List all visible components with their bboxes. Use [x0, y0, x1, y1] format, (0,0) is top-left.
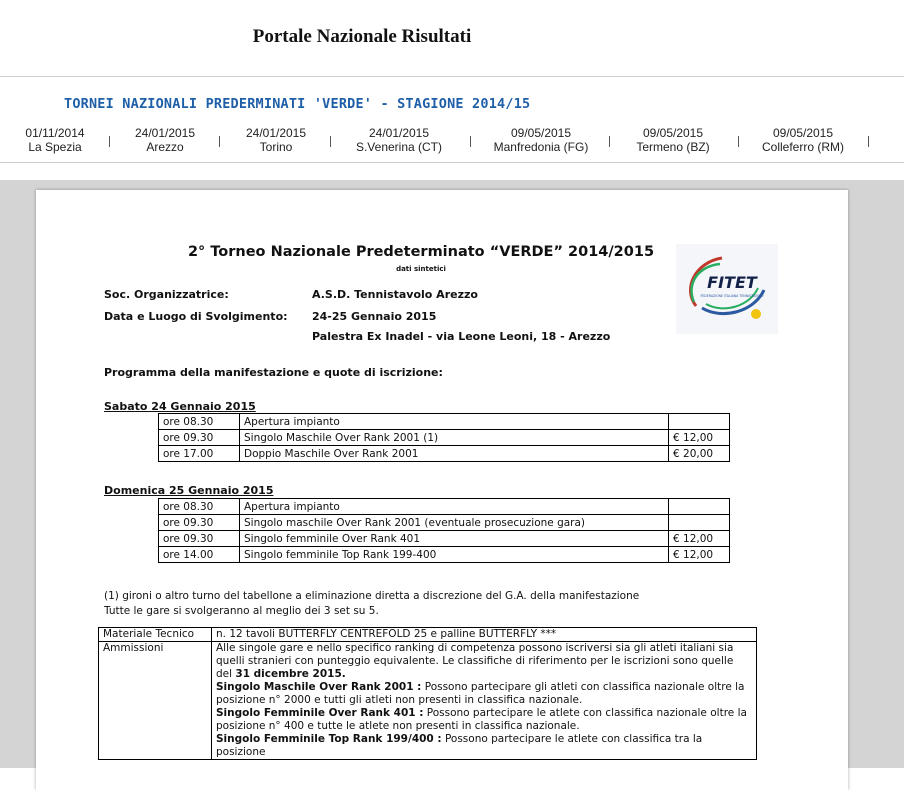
format-note: Tutte le gare si svolgeranno al meglio dei 3 set su 5. — [104, 605, 379, 617]
date-label: Data e Luogo di Svolgimento: — [104, 310, 288, 323]
separator — [868, 136, 869, 147]
logo-subtext: FEDERAZIONE ITALIANA TENNISTAVOLO — [700, 294, 764, 298]
event-link-manfredonia[interactable]: 09/05/2015 Manfredonia (FG) — [493, 126, 589, 154]
event-link-s-venerina[interactable]: 24/01/2015 S.Venerina (CT) — [355, 126, 443, 154]
info-table — [98, 627, 757, 760]
org-label: Soc. Organizzatrice: — [104, 288, 229, 301]
footnote: (1) gironi o altro turno del tabellone a eliminazione diretta a discrezione del G.A. della manifestazione — [104, 590, 640, 602]
table-row: ore 09.30 Singolo Maschile Over Rank 2001 (1) € 12,00 — [159, 430, 730, 446]
separator — [738, 136, 739, 147]
event-link-termeno[interactable]: 09/05/2015 Termeno (BZ) — [636, 126, 710, 154]
saturday-table — [158, 413, 730, 462]
logo-text: FITET — [707, 273, 757, 292]
materiale-label: Materiale Tecnico — [99, 628, 212, 642]
page-title: Portale Nazionale Risultati — [252, 26, 472, 47]
divider — [0, 162, 904, 163]
venue-value: Palestra Ex Inadel - via Leone Leoni, 18 - Arezzo — [312, 330, 611, 343]
sunday-table — [158, 498, 730, 563]
separator — [470, 136, 471, 147]
document-subtitle: dati sintetici — [396, 265, 446, 273]
separator — [609, 136, 610, 147]
event-link-torino[interactable]: 24/01/2015 Torino — [245, 126, 307, 154]
saturday-label: Sabato 24 Gennaio 2015 — [104, 400, 256, 413]
separator — [219, 136, 220, 147]
table-row: ore 14.00 Singolo femminile Top Rank 199-400 € 12,00 — [159, 547, 730, 563]
event-link-la-spezia[interactable]: 01/11/2014 La Spezia — [25, 126, 85, 154]
separator — [109, 136, 110, 147]
table-row — [99, 628, 757, 642]
sunday-label: Domenica 25 Gennaio 2015 — [104, 484, 274, 497]
table-row: ore 08.30 Apertura impianto — [159, 414, 730, 430]
table-row — [99, 642, 757, 760]
table-row: ore 08.30 Apertura impianto — [159, 499, 730, 515]
ammissioni-value: Alle singole gare e nello specifico ranking di competenza possono iscriversi sia gli atleti italiani sia quelli stranieri con punteggio equivalente. Le classifiche di riferimento per le iscrizioni sono quelle del 31 dicembre 2015. Singolo Maschile Over Rank 2001 : Possono partecipare gli atleti con classifica nazionale oltre la posizione n° 2000 e tutti gli atleti non presenti in classifica nazionale. Singolo Femminile Over Rank 401 : Possono partecipare le atlete con classifica nazionale oltre la posizione n° 400 e tutte le atlete non presenti in classifica nazionale. Singolo Femminile Top Rank 199/400 : Possono partecipare le atlete con classifica tra la posizione — [212, 642, 757, 760]
date-value: 24-25 Gennaio 2015 — [312, 310, 437, 323]
program-heading: Programma della manifestazione e quote di iscrizione: — [104, 366, 443, 379]
org-value: A.S.D. Tennistavolo Arezzo — [312, 288, 478, 301]
ammissioni-label: Ammissioni — [99, 642, 212, 760]
event-link-colleferro[interactable]: 09/05/2015 Colleferro (RM) — [761, 126, 844, 154]
events-nav — [0, 126, 904, 160]
table-row: ore 17.00 Doppio Maschile Over Rank 2001 € 20,00 — [159, 446, 730, 462]
series-title: TORNEI NAZIONALI PREDERMINATI 'VERDE' - STAGIONE 2014/15 — [64, 96, 531, 112]
materiale-value: n. 12 tavoli BUTTERFLY CENTREFOLD 25 e palline BUTTERFLY *** — [212, 628, 757, 642]
footnote-mark: (1) — [104, 590, 119, 602]
document-title: 2° Torneo Nazionale Predeterminato “VERDE” 2014/2015 — [187, 244, 655, 260]
table-row: ore 09.30 Singolo femminile Over Rank 401 € 12,00 — [159, 531, 730, 547]
separator — [330, 136, 331, 147]
table-row: ore 09.30 Singolo maschile Over Rank 2001 (eventuale prosecuzione gara) — [159, 515, 730, 531]
divider — [0, 76, 904, 77]
event-link-arezzo[interactable]: 24/01/2015 Arezzo — [134, 126, 196, 154]
fitet-logo — [676, 244, 778, 334]
pdf-page — [36, 190, 848, 790]
